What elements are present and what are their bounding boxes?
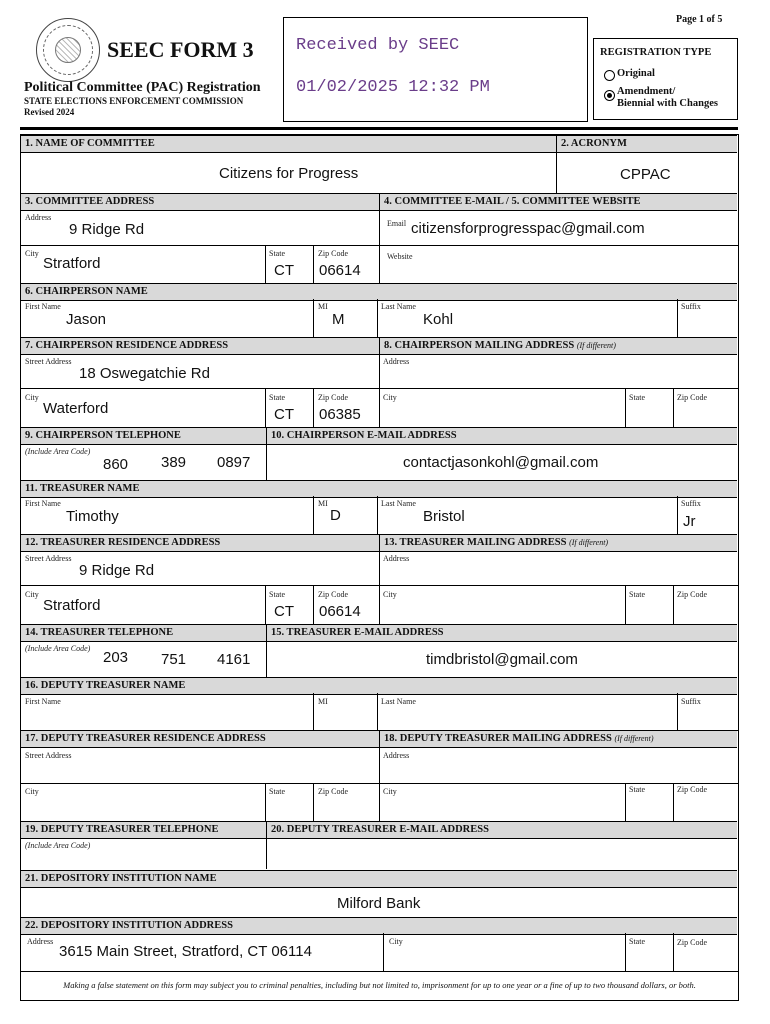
mi-label: MI bbox=[318, 499, 328, 508]
chair-state-field[interactable]: CT bbox=[274, 406, 294, 423]
revised-date: Revised 2024 bbox=[24, 107, 75, 117]
divider bbox=[21, 585, 738, 586]
section-6-header: 6. CHAIRPERSON NAME bbox=[21, 283, 737, 301]
divider bbox=[625, 933, 626, 971]
zip-label: Zip Code bbox=[318, 249, 348, 258]
section-22-header: 22. DEPOSITORY INSTITUTION ADDRESS bbox=[21, 917, 737, 935]
chair-street-field[interactable]: 18 Oswegatchie Rd bbox=[79, 365, 210, 382]
treasurer-last-name-field[interactable]: Bristol bbox=[423, 508, 465, 525]
divider bbox=[379, 245, 738, 246]
zip-label: Zip Code bbox=[318, 393, 348, 402]
website-label: Website bbox=[387, 252, 413, 261]
divider bbox=[377, 496, 378, 536]
divider bbox=[379, 209, 380, 285]
city-label: City bbox=[25, 249, 39, 258]
section-2-header: 2. ACRONYM bbox=[556, 135, 737, 153]
zip-label: Zip Code bbox=[677, 785, 707, 794]
suffix-label: Suffix bbox=[681, 302, 701, 311]
bank-address-field[interactable]: 3615 Main Street, Stratford, CT 06114 bbox=[59, 943, 312, 960]
page-number: Page 1 of 5 bbox=[676, 14, 723, 25]
section-8-note: (If different) bbox=[576, 341, 616, 350]
email-label: Email bbox=[387, 219, 407, 228]
state-label: State bbox=[629, 785, 645, 794]
divider bbox=[21, 783, 738, 784]
state-seal-logo bbox=[36, 18, 100, 82]
received-stamp bbox=[283, 17, 588, 122]
city-label: City bbox=[383, 590, 397, 599]
treasurer-state-field[interactable]: CT bbox=[274, 603, 294, 620]
section-16-header: 16. DEPUTY TREASURER NAME bbox=[21, 677, 737, 695]
divider bbox=[21, 971, 738, 972]
state-label: State bbox=[269, 590, 285, 599]
committee-address-field[interactable]: 9 Ridge Rd bbox=[69, 221, 145, 238]
header-rule bbox=[20, 127, 738, 130]
radio-original[interactable] bbox=[604, 70, 615, 81]
section-17-header: 17. DEPUTY TREASURER RESIDENCE ADDRESS bbox=[21, 731, 380, 748]
section-18-header bbox=[379, 731, 737, 748]
treasurer-phone-prefix-field[interactable]: 751 bbox=[161, 651, 187, 668]
acronym-field[interactable]: CPPAC bbox=[620, 166, 671, 183]
treasurer-suffix-field[interactable]: Jr bbox=[683, 513, 696, 530]
section-18-title: 18. DEPUTY TREASURER MAILING ADDRESS bbox=[384, 733, 612, 744]
section-4-5-header: 4. COMMITTEE E-MAIL / 5. COMMITTEE WEBSITE bbox=[379, 193, 737, 211]
city-label: City bbox=[25, 393, 39, 402]
section-13-note: (If different) bbox=[569, 538, 609, 547]
chair-phone-line-field[interactable]: 0897 bbox=[217, 454, 251, 471]
divider bbox=[677, 496, 678, 536]
radio-original-label: Original bbox=[617, 68, 655, 79]
divider bbox=[313, 693, 314, 733]
divider bbox=[21, 245, 380, 246]
treasurer-mi-field[interactable]: D bbox=[330, 507, 341, 524]
city-label: City bbox=[25, 787, 39, 796]
divider bbox=[21, 388, 738, 389]
divider bbox=[266, 837, 267, 869]
radio-amendment[interactable] bbox=[604, 90, 615, 101]
area-code-label: (Include Area Code) bbox=[25, 447, 91, 456]
divider bbox=[673, 783, 674, 823]
registration-type-box bbox=[593, 38, 738, 120]
radio-amendment-label: Amendment/ bbox=[617, 86, 676, 97]
address-label: Address bbox=[383, 554, 410, 563]
last-name-label: Last Name bbox=[381, 302, 416, 311]
section-11-header: 11. TREASURER NAME bbox=[21, 480, 737, 498]
stamp-datetime: 01/02/2025 12:32 PM bbox=[296, 78, 490, 97]
chair-last-name-field[interactable]: Kohl bbox=[423, 311, 454, 328]
chair-first-name-field[interactable]: Jason bbox=[66, 311, 107, 328]
divider bbox=[383, 933, 384, 971]
section-9-header: 9. CHAIRPERSON TELEPHONE bbox=[21, 427, 267, 445]
radio-amendment-label-2: Biennial with Changes bbox=[617, 98, 718, 109]
treasurer-first-name-field[interactable]: Timothy bbox=[66, 508, 119, 525]
divider bbox=[677, 299, 678, 339]
committee-city-field[interactable]: Stratford bbox=[43, 255, 101, 272]
state-label: State bbox=[269, 249, 285, 258]
section-12-header: 12. TREASURER RESIDENCE ADDRESS bbox=[21, 534, 380, 552]
form-title: SEEC FORM 3 bbox=[107, 37, 254, 62]
chair-mi-field[interactable]: M bbox=[332, 311, 345, 328]
address-label: Address bbox=[383, 751, 410, 760]
chair-area-code-field[interactable]: 860 bbox=[103, 456, 129, 473]
divider bbox=[673, 388, 674, 428]
chair-city-field[interactable]: Waterford bbox=[43, 400, 109, 417]
mi-label: MI bbox=[318, 302, 328, 311]
registration-form bbox=[20, 134, 739, 1001]
section-3-header: 3. COMMITTEE ADDRESS bbox=[21, 193, 380, 211]
divider bbox=[265, 585, 266, 625]
zip-label: Zip Code bbox=[677, 590, 707, 599]
street-label: Street Address bbox=[25, 751, 72, 760]
area-code-label: (Include Area Code) bbox=[25, 841, 91, 850]
divider bbox=[265, 388, 266, 428]
zip-label: Zip Code bbox=[318, 590, 348, 599]
divider bbox=[313, 783, 314, 823]
divider bbox=[313, 496, 314, 536]
section-21-header: 21. DEPOSITORY INSTITUTION NAME bbox=[21, 870, 737, 888]
divider bbox=[673, 933, 674, 971]
divider bbox=[625, 388, 626, 428]
section-15-header: 15. TREASURER E-MAIL ADDRESS bbox=[266, 624, 737, 642]
mi-label: MI bbox=[318, 697, 328, 706]
state-label: State bbox=[629, 590, 645, 599]
first-name-label: First Name bbox=[25, 302, 61, 311]
street-label: Street Address bbox=[25, 357, 72, 366]
chair-phone-prefix-field[interactable]: 389 bbox=[161, 454, 187, 471]
city-label: City bbox=[389, 937, 403, 946]
chair-zip-field[interactable]: 06385 bbox=[319, 406, 361, 423]
divider bbox=[266, 640, 267, 678]
stamp-line-1: Received by SEEC bbox=[296, 36, 460, 55]
city-label: City bbox=[383, 393, 397, 402]
street-label: Street Address bbox=[25, 554, 72, 563]
divider bbox=[379, 747, 380, 823]
zip-label: Zip Code bbox=[318, 787, 348, 796]
section-13-header bbox=[379, 534, 737, 552]
divider bbox=[266, 443, 267, 481]
divider bbox=[625, 585, 626, 625]
divider bbox=[377, 693, 378, 733]
section-7-header: 7. CHAIRPERSON RESIDENCE ADDRESS bbox=[21, 337, 380, 355]
divider bbox=[379, 353, 380, 428]
suffix-label: Suffix bbox=[681, 697, 701, 706]
section-19-header: 19. DEPUTY TREASURER TELEPHONE bbox=[21, 821, 267, 839]
committee-name-field[interactable]: Citizens for Progress bbox=[219, 165, 359, 182]
treasurer-email-field[interactable]: timdbristol@gmail.com bbox=[426, 651, 578, 668]
suffix-label: Suffix bbox=[681, 499, 701, 508]
registration-type-title: REGISTRATION TYPE bbox=[600, 47, 712, 58]
section-18-note: (If different) bbox=[614, 734, 654, 743]
divider bbox=[313, 299, 314, 339]
committee-zip-field[interactable]: 06614 bbox=[319, 262, 361, 279]
state-label: State bbox=[629, 393, 645, 402]
first-name-label: First Name bbox=[25, 697, 61, 706]
treasurer-street-field[interactable]: 9 Ridge Rd bbox=[79, 562, 155, 579]
city-label: City bbox=[25, 590, 39, 599]
address-label: Address bbox=[27, 937, 54, 946]
address-label: Address bbox=[383, 357, 410, 366]
divider bbox=[677, 693, 678, 733]
treasurer-phone-line-field[interactable]: 4161 bbox=[217, 651, 251, 668]
zip-label: Zip Code bbox=[677, 938, 707, 947]
committee-state-field[interactable]: CT bbox=[274, 262, 294, 279]
divider bbox=[313, 388, 314, 428]
address-label: Address bbox=[25, 213, 52, 222]
treasurer-city-field[interactable]: Stratford bbox=[43, 597, 101, 614]
city-label: City bbox=[383, 787, 397, 796]
section-8-header bbox=[379, 337, 737, 355]
section-14-header: 14. TREASURER TELEPHONE bbox=[21, 624, 267, 642]
divider bbox=[313, 245, 314, 285]
chair-email-field[interactable]: contactjasonkohl@gmail.com bbox=[403, 454, 599, 471]
divider bbox=[377, 299, 378, 339]
last-name-label: Last Name bbox=[381, 697, 416, 706]
section-1-header: 1. NAME OF COMMITTEE bbox=[21, 135, 557, 153]
divider bbox=[265, 783, 266, 823]
divider bbox=[313, 585, 314, 625]
area-code-label: (Include Area Code) bbox=[25, 644, 91, 653]
divider bbox=[379, 550, 380, 625]
treasurer-area-code-field[interactable]: 203 bbox=[103, 649, 129, 666]
section-13-title: 13. TREASURER MAILING ADDRESS bbox=[384, 537, 567, 548]
agency-name: STATE ELECTIONS ENFORCEMENT COMMISSION bbox=[24, 96, 244, 106]
zip-label: Zip Code bbox=[677, 393, 707, 402]
first-name-label: First Name bbox=[25, 499, 61, 508]
state-label: State bbox=[629, 937, 645, 946]
section-8-title: 8. CHAIRPERSON MAILING ADDRESS bbox=[384, 340, 575, 351]
section-10-header: 10. CHAIRPERSON E-MAIL ADDRESS bbox=[266, 427, 737, 445]
form-subtitle: Political Committee (PAC) Registration bbox=[24, 80, 261, 95]
state-label: State bbox=[269, 393, 285, 402]
state-label: State bbox=[269, 787, 285, 796]
bank-name-field[interactable]: Milford Bank bbox=[337, 895, 421, 912]
divider bbox=[556, 151, 557, 193]
divider bbox=[265, 245, 266, 285]
divider bbox=[625, 783, 626, 823]
section-20-header: 20. DEPUTY TREASURER E-MAIL ADDRESS bbox=[266, 821, 737, 839]
legal-disclaimer: Making a false statement on this form may subject you to criminal penalties, including but not limited to, imprisonment for up to one year or a fine of up to two thousand dollars, or both. bbox=[63, 980, 696, 990]
divider bbox=[673, 585, 674, 625]
last-name-label: Last Name bbox=[381, 499, 416, 508]
treasurer-zip-field[interactable]: 06614 bbox=[319, 603, 361, 620]
committee-email-field[interactable]: citizensforprogresspac@gmail.com bbox=[411, 220, 645, 237]
